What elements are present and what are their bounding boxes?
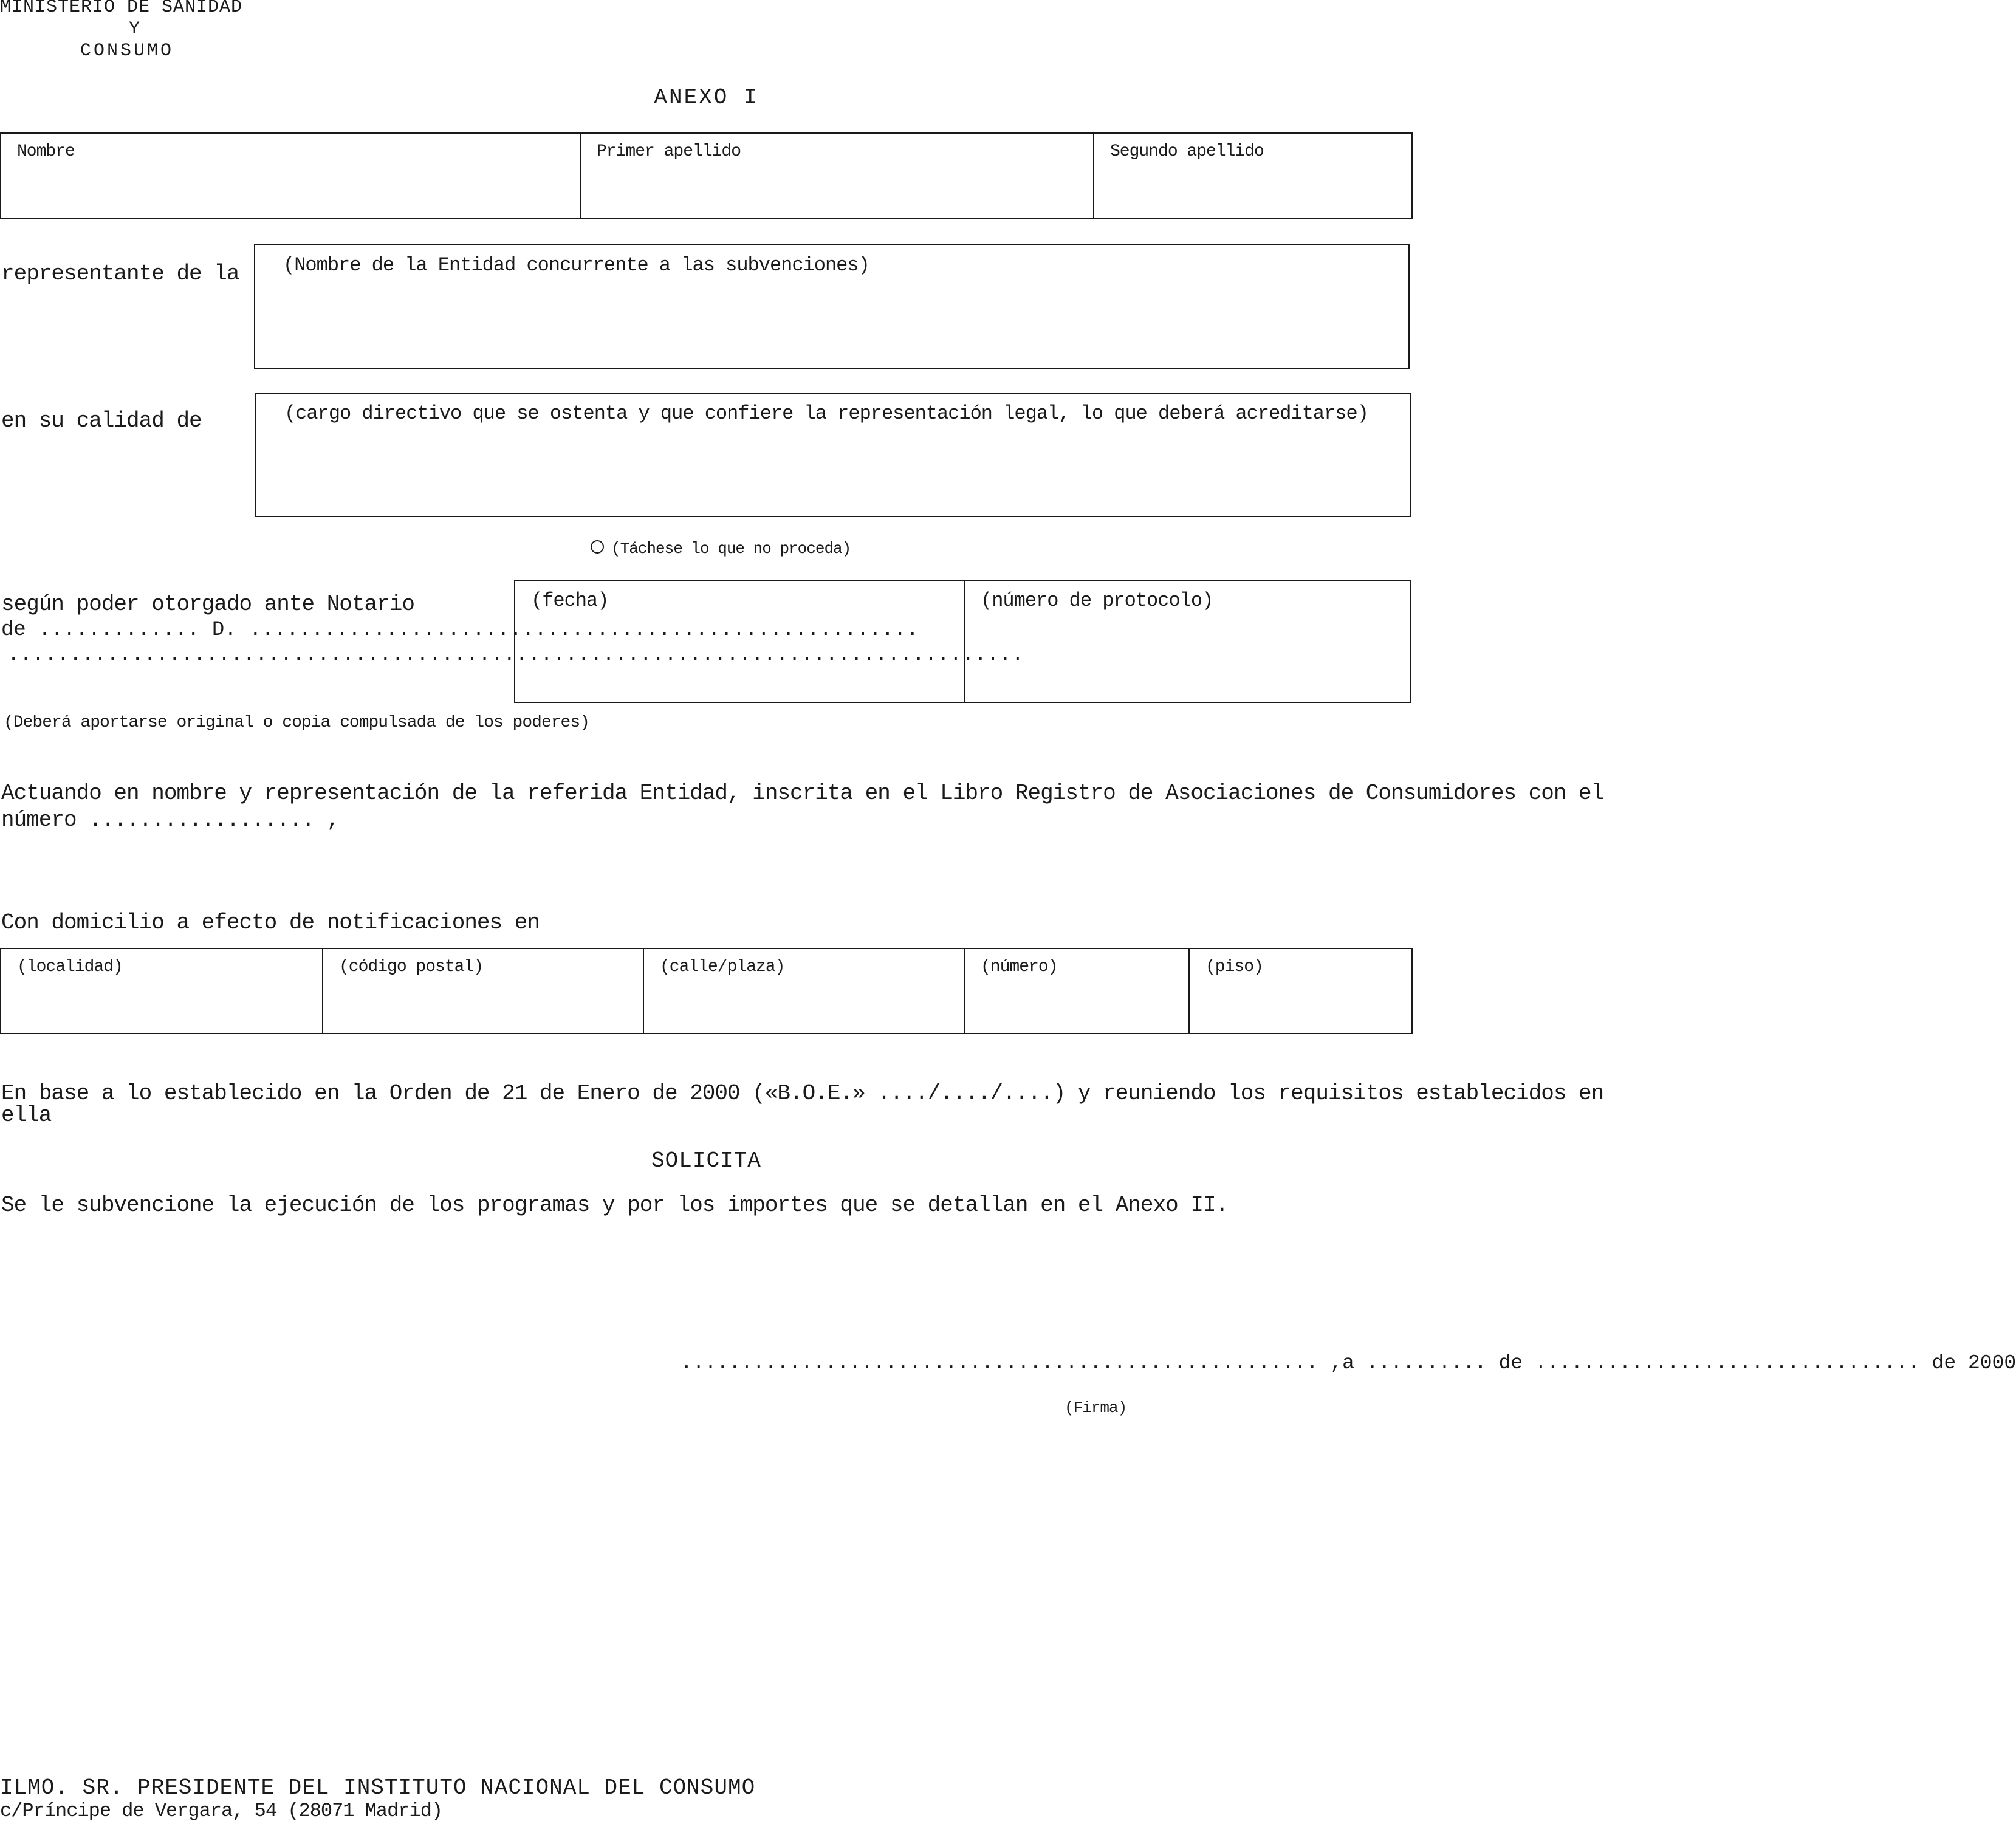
- base-line-1: En base a lo establecido en la Orden de 21 de Enero de 2000 («B.O.E.» ..../..../....) y reuniendo los requisitos establecidos en: [1, 1081, 1604, 1106]
- footer-line-2: c/Príncipe de Vergara, 54 (28071 Madrid): [0, 1800, 443, 1822]
- codigo-postal-field[interactable]: [322, 949, 643, 1033]
- numero-field[interactable]: [964, 949, 1188, 1033]
- protocolo-field[interactable]: [964, 581, 1410, 702]
- primer-apellido-label: Primer apellido: [597, 142, 741, 161]
- tachese-note: [591, 540, 851, 558]
- codigo-postal-label: (código postal): [339, 958, 484, 976]
- entidad-hint: (Nombre de la Entidad concurrente a las subvenciones): [283, 254, 869, 276]
- poder-line-2: de ............. D. ......................................................: [1, 619, 919, 642]
- firma-label: (Firma): [1065, 1399, 1127, 1417]
- domicilio-box: [0, 948, 1413, 1034]
- segundo-apellido-field[interactable]: [1093, 134, 1411, 218]
- page-title: ANEXO I: [654, 85, 759, 110]
- fecha-field[interactable]: [515, 581, 964, 702]
- calidad-label: en su calidad de: [1, 408, 202, 433]
- domicilio-label: Con domicilio a efecto de notificaciones en: [1, 910, 540, 935]
- representante-label: representante de la: [1, 261, 239, 286]
- localidad-field[interactable]: [1, 949, 322, 1033]
- fecha-firma-line: ..................................................... ,a .......... de ................................ de 2000: [681, 1352, 2016, 1374]
- nombre-label: Nombre: [17, 142, 75, 161]
- name-row-box: [0, 132, 1413, 219]
- localidad-label: (localidad): [17, 958, 123, 976]
- poder-note: (Deberá aportarse original o copia compulsada de los poderes): [4, 713, 589, 732]
- base-line-2: ella: [1, 1103, 52, 1128]
- ministry-line-2: Y: [129, 19, 141, 39]
- ministry-line-1: MINISTERIO DE SANIDAD: [0, 0, 243, 18]
- calle-label: (calle/plaza): [660, 958, 785, 976]
- protocolo-label: (número de protocolo): [981, 589, 1213, 612]
- ministry-line-3: CONSUMO: [80, 41, 174, 61]
- entidad-field[interactable]: [254, 244, 1410, 369]
- actuando-line-2: número .................. ,: [1, 807, 340, 832]
- nombre-field[interactable]: [1, 134, 580, 218]
- piso-field[interactable]: [1188, 949, 1411, 1033]
- poder-box: [514, 580, 1411, 703]
- piso-label: (piso): [1205, 958, 1263, 976]
- cargo-hint: (cargo directivo que se ostenta y que confiere la representación legal, lo que deberá acreditarse): [284, 402, 1368, 425]
- calle-field[interactable]: [643, 949, 964, 1033]
- poder-line-3: ..................................................................................: [7, 644, 1024, 667]
- circle-mark-icon: [591, 540, 604, 554]
- segundo-apellido-label: Segundo apellido: [1110, 142, 1264, 161]
- cargo-field[interactable]: [255, 393, 1411, 517]
- poder-line-1: según poder otorgado ante Notario: [1, 592, 414, 617]
- solicita-heading: SOLICITA: [651, 1148, 761, 1173]
- primer-apellido-field[interactable]: [580, 134, 1093, 218]
- tachese-text: (Táchese lo que no proceda): [611, 540, 851, 558]
- subvencione-text: Se le subvencione la ejecución de los programas y por los importes que se detallan en el Anexo II.: [1, 1193, 1229, 1218]
- numero-label: (número): [981, 958, 1058, 976]
- fecha-label: (fecha): [531, 589, 609, 612]
- footer-line-1: ILMO. SR. PRESIDENTE DEL INSTITUTO NACIONAL DEL CONSUMO: [0, 1775, 756, 1800]
- ministry-header: [0, 0, 242, 62]
- actuando-line-1: Actuando en nombre y representación de la referida Entidad, inscrita en el Libro Registro de Asociaciones de Consumidores con el: [1, 781, 1604, 806]
